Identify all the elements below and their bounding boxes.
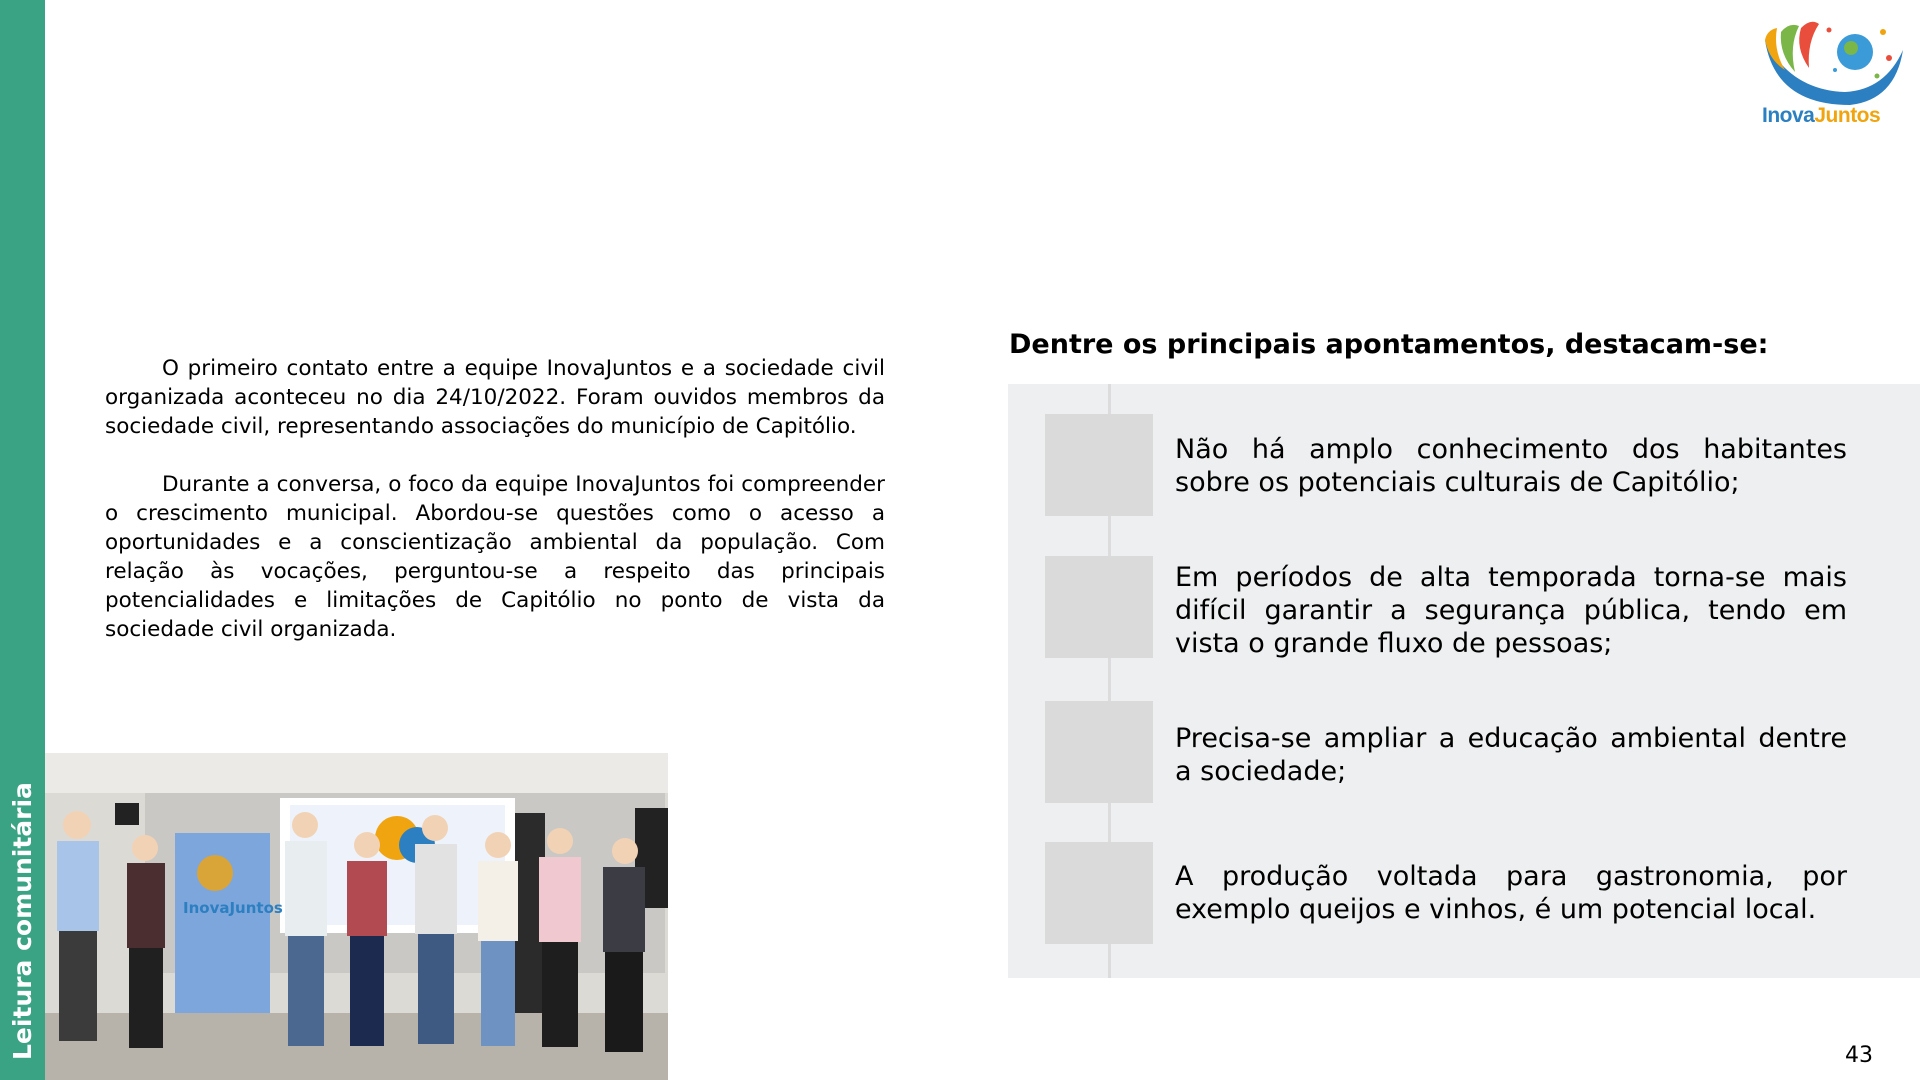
highlight-item-1: Não há amplo conhecimento dos habitantes sobre os potenciais culturais de Capitólio;	[1175, 434, 1847, 498]
logo-wordmark-part2: Juntos	[1814, 104, 1881, 127]
highlight-item-4: A produção voltada para gastronomia, por exemplo queijos e vinhos, é um potencial local.	[1175, 861, 1847, 925]
section-label-wrap	[8, 782, 40, 1060]
intro-text	[105, 354, 885, 673]
item-marker-2	[1045, 556, 1153, 658]
highlights-panel	[1008, 384, 1920, 978]
section-label: Leitura comunitária	[8, 782, 37, 1060]
banner-text: InovaJuntos	[183, 899, 283, 917]
item-marker-4	[1045, 842, 1153, 944]
intro-paragraph-1: O primeiro contato entre a equipe InovaJuntos e a sociedade civil organizada aconteceu no dia 24/10/2022. Foram ouvidos membros da sociedade civil, representando associações do município de Capitólio.	[105, 356, 885, 439]
highlights-heading: Dentre os principais apontamentos, destacam-se:	[1009, 329, 1769, 360]
group-photo	[45, 753, 668, 1080]
item-marker-1	[1045, 414, 1153, 516]
highlight-item-2: Em períodos de alta temporada torna-se mais difícil garantir a segurança pública, tendo em vista o grande fluxo de pessoas;	[1175, 562, 1847, 659]
page-number: 43	[1845, 1043, 1873, 1068]
intro-paragraph-2: Durante a conversa, o foco da equipe InovaJuntos foi compreender o crescimento municipal. Abordou-se questões como o acesso a oportunidades e a conscientização ambiental da população. Com relação às vocações, perguntou-se a respeito das principais potencialidades e limitações de Capitólio no ponto de vista da sociedade civil organizada.	[105, 472, 885, 642]
sidebar-strip	[0, 0, 45, 1080]
logo-wordmark-part1: Inova	[1762, 104, 1815, 127]
item-marker-3	[1045, 701, 1153, 803]
highlight-item-3: Precisa-se ampliar a educação ambiental dentre a sociedade;	[1175, 723, 1847, 787]
logo-wordmark	[1762, 104, 1880, 128]
